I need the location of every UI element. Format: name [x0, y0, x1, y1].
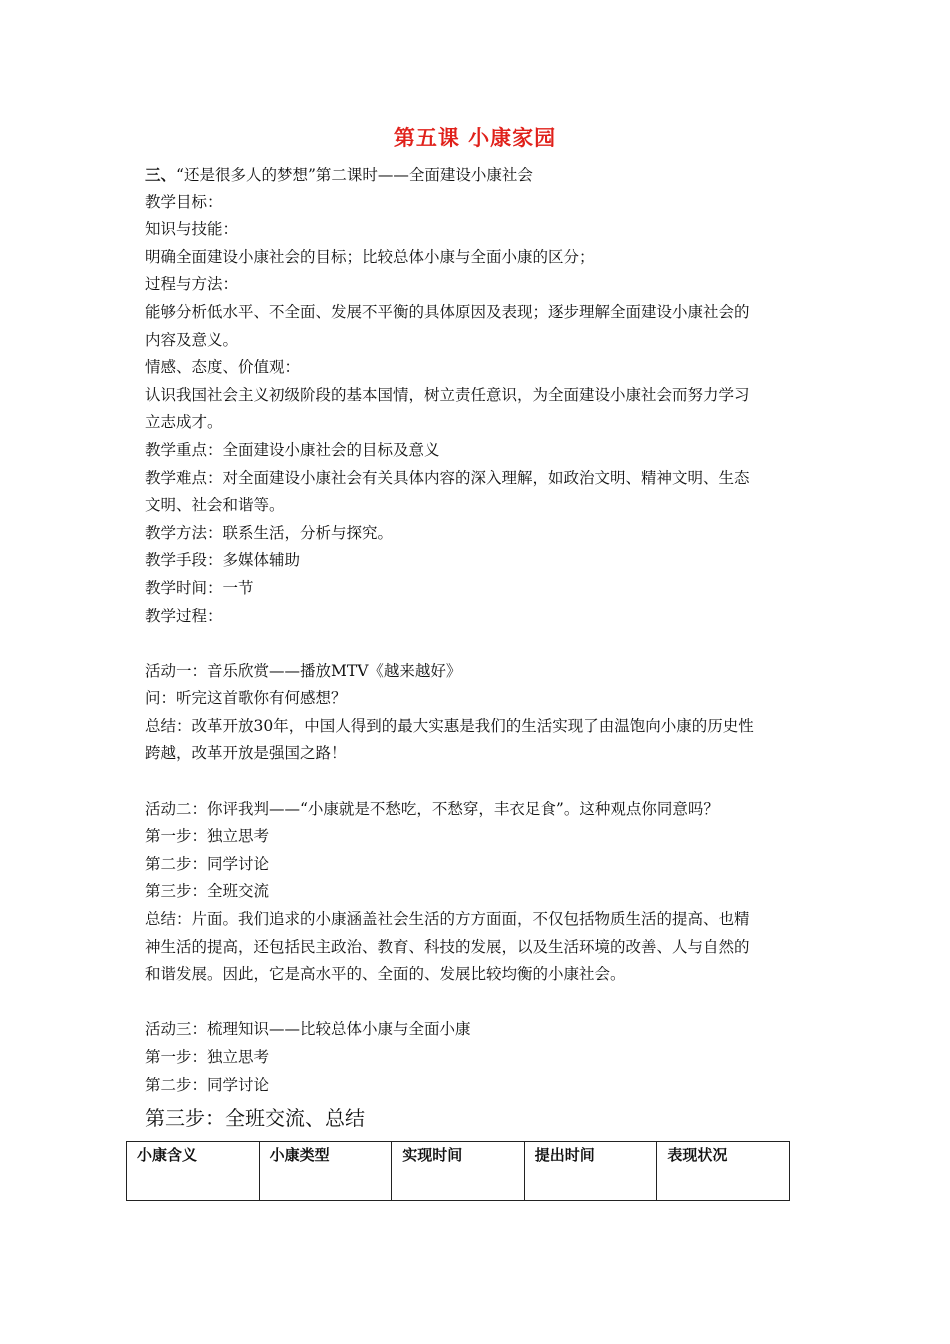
text-line: 第三步：全班交流: [145, 882, 270, 901]
text-line: 教学目标：: [145, 192, 223, 211]
blank-line: [145, 768, 810, 796]
section-heading-text: “还是很多人的梦想”第二课时——全面建设小康社会: [176, 166, 533, 184]
text-line: 跨越，改革开放是强国之路！: [145, 744, 347, 763]
text-line: 认识我国社会主义初级阶段的基本国情，树立责任意识，为全面建设小康社会而努力学习: [145, 385, 750, 404]
table-header-cell: 小康类型: [259, 1142, 392, 1201]
text-line: 教学时间：一节: [145, 578, 254, 597]
text-line: 教学方法：联系生活，分析与探究。: [145, 523, 394, 542]
blank-line: [145, 630, 810, 658]
text-line: 立志成才。: [145, 413, 223, 432]
table-header-cell: 表现状况: [657, 1142, 790, 1201]
text-line: 第一步：独立思考: [145, 1048, 270, 1066]
text-line: 知识与技能：: [145, 220, 239, 239]
text-line: 教学难点：对全面建设小康社会有关具体内容的深入理解，如政治文明、精神文明、生态: [145, 468, 750, 487]
text-line: 教学过程：: [145, 606, 223, 625]
text-line: 总结：片面。我们追求的小康涵盖社会生活的方方面面，不仅包括物质生活的提高、也精: [145, 910, 750, 929]
table-header-cell: 实现时间: [392, 1142, 525, 1201]
text-line: 活动二：你评我判——“小康就是不愁吃，不愁穿，丰衣足食”。这种观点你同意吗？: [145, 799, 719, 818]
text-line: 教学重点：全面建设小康社会的目标及意义: [145, 440, 440, 459]
table-header-cell: 小康含义: [127, 1142, 260, 1201]
section-heading: [145, 161, 810, 189]
text-line: 神生活的提高，还包括民主政治、教育、科技的发展，以及生活环境的改善、人与自然的: [145, 937, 750, 956]
text-line: 内容及意义。: [145, 330, 239, 349]
text-line: 能够分析低水平、不全面、发展不平衡的具体原因及表现；逐步理解全面建设小康社会的: [145, 302, 750, 321]
text-line: 明确全面建设小康社会的目标；比较总体小康与全面小康的区分；: [145, 247, 595, 266]
text-line: 和谐发展。因此，它是高水平的、全面的、发展比较均衡的小康社会。: [145, 965, 626, 984]
step-three-heading: 第三步：全班交流、总结: [145, 1106, 365, 1130]
text-line: 过程与方法：: [145, 275, 239, 294]
text-line: 活动一：音乐欣赏——播放MTV《越来越好》: [145, 661, 462, 680]
text-line: 问：听完这首歌你有何感想？: [145, 689, 347, 708]
text-line: 第一步：独立思考: [145, 827, 270, 846]
table-header-row: [127, 1142, 790, 1201]
text-line: 总结：改革开放30年，中国人得到的最大实惠是我们的生活实现了由温饱向小康的历史性: [145, 716, 754, 735]
text-line: 文明、社会和谐等。: [145, 496, 285, 515]
text-line: 活动三：梳理知识——比较总体小康与全面小康: [145, 1020, 471, 1039]
text-line: 第二步：同学讨论: [145, 854, 270, 873]
lesson-body: [145, 161, 810, 1099]
table-header-cell: 提出时间: [524, 1142, 657, 1201]
body-lines: [145, 189, 810, 1100]
text-line: 情感、态度、价值观：: [145, 358, 301, 377]
lesson-title: 第五课 小康家园: [393, 126, 557, 150]
section-number: 三、: [145, 165, 177, 184]
text-line: 第二步：同学讨论: [145, 1075, 270, 1094]
text-line: 教学手段：多媒体辅助: [145, 551, 301, 570]
blank-line: [145, 989, 810, 1017]
comparison-table: [126, 1141, 790, 1201]
